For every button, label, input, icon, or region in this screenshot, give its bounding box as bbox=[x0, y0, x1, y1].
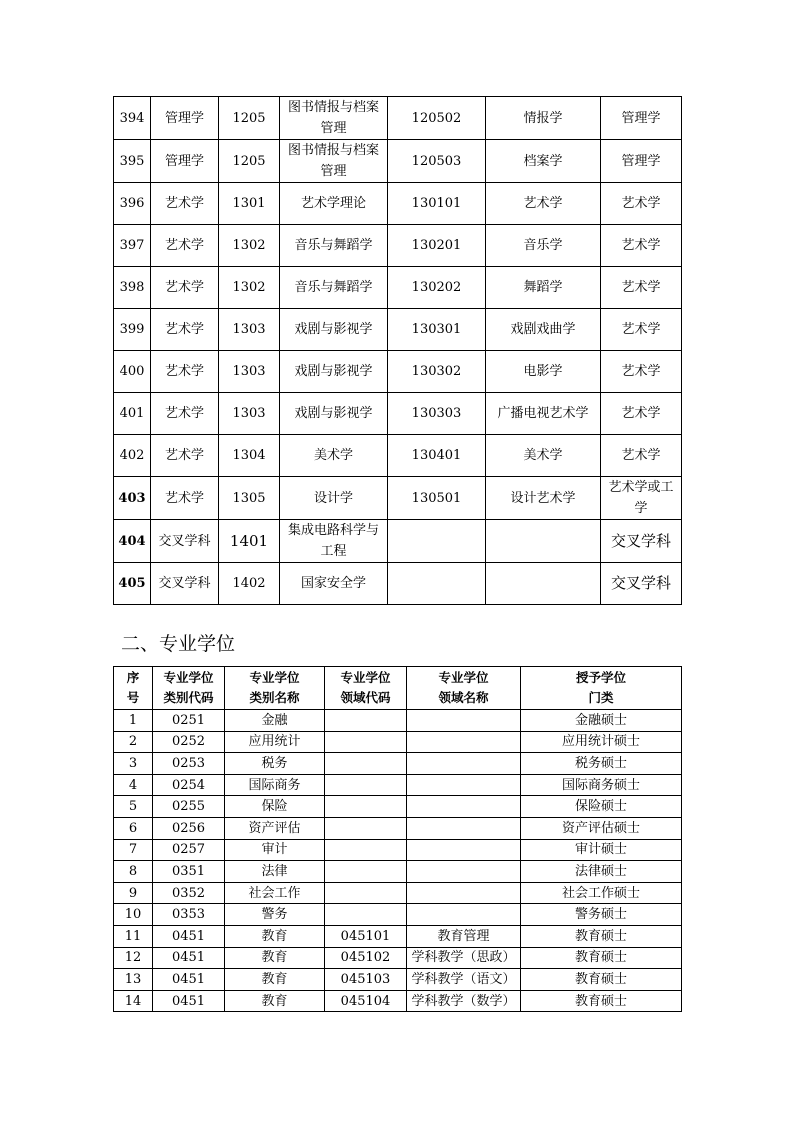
first-level-name: 美术学 bbox=[280, 435, 388, 477]
degree-category: 教育硕士 bbox=[521, 947, 682, 969]
row-number: 5 bbox=[114, 796, 153, 818]
first-level-code: 1205 bbox=[219, 140, 280, 183]
first-level-name: 集成电路科学与工程 bbox=[280, 520, 388, 563]
category-code: 0253 bbox=[153, 753, 225, 775]
category-name: 警务 bbox=[225, 904, 325, 926]
category-name: 国际商务 bbox=[225, 774, 325, 796]
second-level-code: 130301 bbox=[388, 309, 486, 351]
degree-category: 教育硕士 bbox=[521, 969, 682, 991]
row-number: 4 bbox=[114, 774, 153, 796]
row-number: 397 bbox=[114, 225, 151, 267]
second-level-name bbox=[486, 520, 601, 563]
table-row bbox=[114, 477, 682, 520]
table2-body bbox=[114, 710, 682, 1012]
row-number: 403 bbox=[114, 477, 151, 520]
degree-category: 艺术学 bbox=[601, 351, 682, 393]
category-code: 0252 bbox=[153, 731, 225, 753]
category: 艺术学 bbox=[151, 309, 219, 351]
degree-category: 教育硕士 bbox=[521, 925, 682, 947]
field-name: 学科教学（数学） bbox=[407, 990, 521, 1012]
second-level-code: 130202 bbox=[388, 267, 486, 309]
degree-category: 艺术学 bbox=[601, 435, 682, 477]
field-name bbox=[407, 731, 521, 753]
category-code: 0451 bbox=[153, 990, 225, 1012]
field-code: 045102 bbox=[325, 947, 407, 969]
second-level-name: 电影学 bbox=[486, 351, 601, 393]
field-name: 学科教学（思政） bbox=[407, 947, 521, 969]
category-name: 税务 bbox=[225, 753, 325, 775]
category: 艺术学 bbox=[151, 225, 219, 267]
header-category-name: 专业学位 类别名称 bbox=[225, 667, 325, 710]
degree-category: 管理学 bbox=[601, 97, 682, 140]
first-level-code: 1301 bbox=[219, 183, 280, 225]
table-row bbox=[114, 225, 682, 267]
row-number: 12 bbox=[114, 947, 153, 969]
field-code bbox=[325, 753, 407, 775]
field-name bbox=[407, 753, 521, 775]
row-number: 401 bbox=[114, 393, 151, 435]
category-code: 0351 bbox=[153, 861, 225, 883]
table-row bbox=[114, 393, 682, 435]
second-level-code: 130101 bbox=[388, 183, 486, 225]
field-name bbox=[407, 774, 521, 796]
second-level-code bbox=[388, 563, 486, 605]
category-name: 教育 bbox=[225, 925, 325, 947]
row-number: 394 bbox=[114, 97, 151, 140]
first-level-code: 1401 bbox=[219, 520, 280, 563]
first-level-code: 1302 bbox=[219, 225, 280, 267]
academic-discipline-table bbox=[113, 96, 682, 605]
category-code: 0451 bbox=[153, 947, 225, 969]
professional-degree-table bbox=[113, 666, 682, 1012]
row-number: 3 bbox=[114, 753, 153, 775]
table1-body bbox=[114, 97, 682, 605]
header-row bbox=[114, 667, 682, 710]
field-name bbox=[407, 882, 521, 904]
category-code: 0254 bbox=[153, 774, 225, 796]
category-name: 教育 bbox=[225, 947, 325, 969]
category-name: 教育 bbox=[225, 990, 325, 1012]
category: 艺术学 bbox=[151, 183, 219, 225]
category-name: 社会工作 bbox=[225, 882, 325, 904]
category-code: 0451 bbox=[153, 969, 225, 991]
first-level-code: 1304 bbox=[219, 435, 280, 477]
category: 管理学 bbox=[151, 97, 219, 140]
row-number: 11 bbox=[114, 925, 153, 947]
second-level-name: 档案学 bbox=[486, 140, 601, 183]
first-level-name: 设计学 bbox=[280, 477, 388, 520]
field-code bbox=[325, 731, 407, 753]
table-row bbox=[114, 904, 682, 926]
first-level-name: 图书情报与档案管理 bbox=[280, 97, 388, 140]
field-code bbox=[325, 839, 407, 861]
first-level-name: 音乐与舞蹈学 bbox=[280, 267, 388, 309]
category: 艺术学 bbox=[151, 393, 219, 435]
table-row bbox=[114, 710, 682, 732]
table-row bbox=[114, 753, 682, 775]
degree-category: 艺术学 bbox=[601, 225, 682, 267]
category-name: 审计 bbox=[225, 839, 325, 861]
degree-category: 税务硕士 bbox=[521, 753, 682, 775]
table-row bbox=[114, 309, 682, 351]
degree-category: 艺术学 bbox=[601, 309, 682, 351]
section-heading: 二、专业学位 bbox=[121, 633, 236, 655]
table-row bbox=[114, 861, 682, 883]
field-name bbox=[407, 817, 521, 839]
category: 交叉学科 bbox=[151, 520, 219, 563]
category-name: 教育 bbox=[225, 969, 325, 991]
table-row bbox=[114, 839, 682, 861]
row-number: 2 bbox=[114, 731, 153, 753]
table-row bbox=[114, 774, 682, 796]
first-level-code: 1303 bbox=[219, 393, 280, 435]
row-number: 405 bbox=[114, 563, 151, 605]
second-level-code: 130303 bbox=[388, 393, 486, 435]
first-level-code: 1205 bbox=[219, 97, 280, 140]
degree-category: 交叉学科 bbox=[601, 520, 682, 563]
second-level-name: 艺术学 bbox=[486, 183, 601, 225]
first-level-code: 1303 bbox=[219, 351, 280, 393]
row-number: 6 bbox=[114, 817, 153, 839]
header-field-code: 专业学位 领域代码 bbox=[325, 667, 407, 710]
degree-category: 艺术学 bbox=[601, 267, 682, 309]
table-row bbox=[114, 435, 682, 477]
table-row bbox=[114, 731, 682, 753]
field-name: 学科教学（语文） bbox=[407, 969, 521, 991]
first-level-name: 戏剧与影视学 bbox=[280, 351, 388, 393]
row-number: 402 bbox=[114, 435, 151, 477]
degree-category: 资产评估硕士 bbox=[521, 817, 682, 839]
first-level-name: 戏剧与影视学 bbox=[280, 309, 388, 351]
category-code: 0353 bbox=[153, 904, 225, 926]
row-number: 10 bbox=[114, 904, 153, 926]
first-level-name: 国家安全学 bbox=[280, 563, 388, 605]
field-code bbox=[325, 904, 407, 926]
header-field-name: 专业学位 领域名称 bbox=[407, 667, 521, 710]
degree-category: 金融硕士 bbox=[521, 710, 682, 732]
second-level-name: 戏剧戏曲学 bbox=[486, 309, 601, 351]
table2-header bbox=[114, 667, 682, 710]
category: 艺术学 bbox=[151, 267, 219, 309]
header-category-code: 专业学位 类别代码 bbox=[153, 667, 225, 710]
table-row bbox=[114, 796, 682, 818]
second-level-name bbox=[486, 563, 601, 605]
row-number: 404 bbox=[114, 520, 151, 563]
degree-category: 教育硕士 bbox=[521, 990, 682, 1012]
second-level-code: 130201 bbox=[388, 225, 486, 267]
category-name: 应用统计 bbox=[225, 731, 325, 753]
table-row bbox=[114, 267, 682, 309]
first-level-code: 1402 bbox=[219, 563, 280, 605]
first-level-name: 图书情报与档案管理 bbox=[280, 140, 388, 183]
field-name bbox=[407, 796, 521, 818]
row-number: 398 bbox=[114, 267, 151, 309]
category-code: 0352 bbox=[153, 882, 225, 904]
header-serial-number: 序 号 bbox=[114, 667, 153, 710]
second-level-code bbox=[388, 520, 486, 563]
table-row bbox=[114, 882, 682, 904]
second-level-code: 130501 bbox=[388, 477, 486, 520]
table-row bbox=[114, 520, 682, 563]
table-row bbox=[114, 563, 682, 605]
category-code: 0257 bbox=[153, 839, 225, 861]
degree-category: 艺术学 bbox=[601, 393, 682, 435]
row-number: 399 bbox=[114, 309, 151, 351]
category: 艺术学 bbox=[151, 477, 219, 520]
category: 艺术学 bbox=[151, 351, 219, 393]
degree-category: 交叉学科 bbox=[601, 563, 682, 605]
second-level-name: 广播电视艺术学 bbox=[486, 393, 601, 435]
category-name: 资产评估 bbox=[225, 817, 325, 839]
table-row bbox=[114, 817, 682, 839]
row-number: 396 bbox=[114, 183, 151, 225]
degree-category: 社会工作硕士 bbox=[521, 882, 682, 904]
second-level-name: 情报学 bbox=[486, 97, 601, 140]
category-code: 0251 bbox=[153, 710, 225, 732]
second-level-code: 120503 bbox=[388, 140, 486, 183]
degree-category: 法律硕士 bbox=[521, 861, 682, 883]
field-code: 045103 bbox=[325, 969, 407, 991]
first-level-code: 1305 bbox=[219, 477, 280, 520]
degree-category: 国际商务硕士 bbox=[521, 774, 682, 796]
table-row bbox=[114, 969, 682, 991]
second-level-name: 美术学 bbox=[486, 435, 601, 477]
field-name bbox=[407, 861, 521, 883]
row-number: 14 bbox=[114, 990, 153, 1012]
field-name bbox=[407, 904, 521, 926]
degree-category: 管理学 bbox=[601, 140, 682, 183]
field-name bbox=[407, 710, 521, 732]
second-level-code: 130401 bbox=[388, 435, 486, 477]
row-number: 7 bbox=[114, 839, 153, 861]
second-level-name: 舞蹈学 bbox=[486, 267, 601, 309]
category-name: 金融 bbox=[225, 710, 325, 732]
row-number: 1 bbox=[114, 710, 153, 732]
category-code: 0451 bbox=[153, 925, 225, 947]
field-code bbox=[325, 817, 407, 839]
degree-category: 艺术学 bbox=[601, 183, 682, 225]
row-number: 8 bbox=[114, 861, 153, 883]
table-row bbox=[114, 351, 682, 393]
category-name: 保险 bbox=[225, 796, 325, 818]
second-level-code: 130302 bbox=[388, 351, 486, 393]
table-row bbox=[114, 97, 682, 140]
table-row bbox=[114, 990, 682, 1012]
second-level-name: 音乐学 bbox=[486, 225, 601, 267]
second-level-name: 设计艺术学 bbox=[486, 477, 601, 520]
field-code bbox=[325, 774, 407, 796]
row-number: 395 bbox=[114, 140, 151, 183]
field-code: 045101 bbox=[325, 925, 407, 947]
row-number: 9 bbox=[114, 882, 153, 904]
first-level-code: 1302 bbox=[219, 267, 280, 309]
field-name: 教育管理 bbox=[407, 925, 521, 947]
degree-category: 保险硕士 bbox=[521, 796, 682, 818]
category: 艺术学 bbox=[151, 435, 219, 477]
field-code bbox=[325, 796, 407, 818]
header-degree-category: 授予学位 门类 bbox=[521, 667, 682, 710]
row-number: 13 bbox=[114, 969, 153, 991]
degree-category: 警务硕士 bbox=[521, 904, 682, 926]
degree-category: 审计硕士 bbox=[521, 839, 682, 861]
category-code: 0255 bbox=[153, 796, 225, 818]
row-number: 400 bbox=[114, 351, 151, 393]
field-code bbox=[325, 710, 407, 732]
table-row bbox=[114, 947, 682, 969]
table-row bbox=[114, 183, 682, 225]
field-code: 045104 bbox=[325, 990, 407, 1012]
table-row bbox=[114, 925, 682, 947]
category-code: 0256 bbox=[153, 817, 225, 839]
field-code bbox=[325, 861, 407, 883]
category: 交叉学科 bbox=[151, 563, 219, 605]
second-level-code: 120502 bbox=[388, 97, 486, 140]
field-name bbox=[407, 839, 521, 861]
first-level-name: 音乐与舞蹈学 bbox=[280, 225, 388, 267]
first-level-code: 1303 bbox=[219, 309, 280, 351]
field-code bbox=[325, 882, 407, 904]
table-row bbox=[114, 140, 682, 183]
first-level-name: 戏剧与影视学 bbox=[280, 393, 388, 435]
category-name: 法律 bbox=[225, 861, 325, 883]
category: 管理学 bbox=[151, 140, 219, 183]
degree-category: 应用统计硕士 bbox=[521, 731, 682, 753]
first-level-name: 艺术学理论 bbox=[280, 183, 388, 225]
degree-category: 艺术学或工学 bbox=[601, 477, 682, 520]
